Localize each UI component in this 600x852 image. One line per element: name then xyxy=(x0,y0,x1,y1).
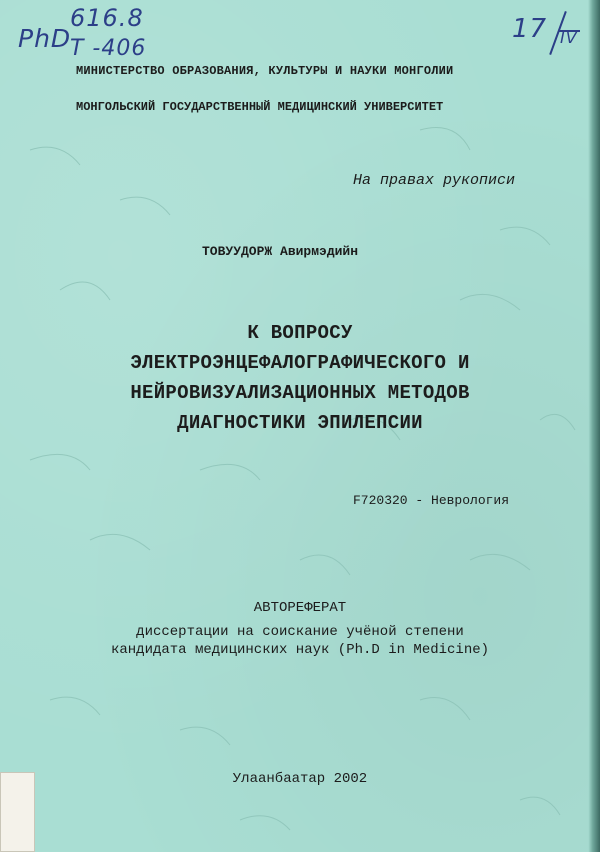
author-name: ТОВУУДОРЖ Авирмэдийн xyxy=(202,244,359,259)
title-line: ДИАГНОСТИКИ ЭПИЛЕПСИИ xyxy=(177,412,423,434)
library-sticker xyxy=(0,772,35,852)
university-name: МОНГОЛЬСКИЙ ГОСУДАРСТВЕННЫЙ МЕДИЦИНСКИЙ УНИВЕРСИТЕТ xyxy=(76,100,444,114)
degree-description-line: кандидата медицинских наук (Ph.D in Medicine) xyxy=(110,642,490,658)
title-line: НЕЙРОВИЗУАЛИЗАЦИОННЫХ МЕТОДОВ xyxy=(130,382,470,404)
page-edge-shadow xyxy=(588,0,600,852)
ministry-name: МИНИСТЕРСТВО ОБРАЗОВАНИЯ, КУЛЬТУРЫ И НАУКИ МОНГОЛИИ xyxy=(76,64,454,78)
specialty-code: F720320 - Неврология xyxy=(353,493,510,508)
city-year: Улаанбаатар 2002 xyxy=(232,771,368,787)
document-genre: АВТОРЕФЕРАТ xyxy=(253,600,347,616)
handwritten-class-code: 616.8 xyxy=(70,4,144,32)
handwritten-number: 17 xyxy=(512,14,548,44)
handwritten-shelf-code: T -406 xyxy=(70,36,147,61)
dissertation-title xyxy=(40,318,560,438)
degree-description-line: диссертации на соискание учёной степени xyxy=(136,624,464,640)
handwritten-degree: PhD xyxy=(18,24,72,53)
manuscript-rights: На правах рукописи xyxy=(353,172,516,189)
title-line: ЭЛЕКТРОЭНЦЕФАЛОГРАФИЧЕСКОГО И xyxy=(130,352,470,374)
handwritten-roman: IV xyxy=(560,28,578,47)
title-line: К ВОПРОСУ xyxy=(247,322,353,344)
